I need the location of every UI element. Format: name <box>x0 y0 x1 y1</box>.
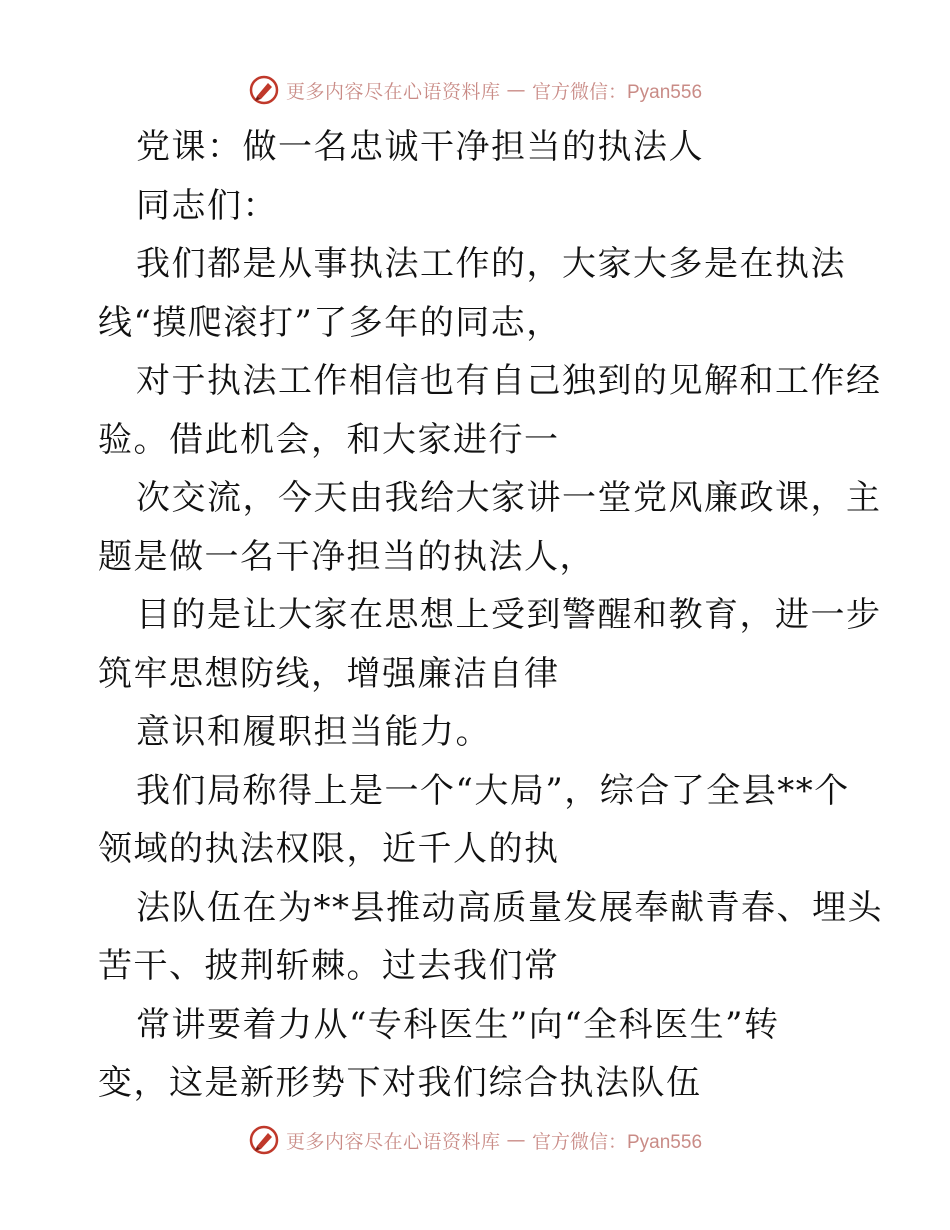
footer-watermark <box>0 1120 950 1160</box>
watermark-dash: — <box>506 1129 526 1151</box>
text-line: 对于执法工作相信也有自己独到的见解和工作经 <box>136 361 882 401</box>
watermark-wechat: 官方微信：Pyan556 <box>532 81 703 103</box>
text-line: 目的是让大家在思想上受到警醒和教育，进一步 <box>136 595 882 635</box>
pen-logo-icon <box>248 74 280 106</box>
document-body <box>98 118 883 1113</box>
text-line: 同志们： <box>136 185 278 226</box>
text-line: 党课：做一名忠诚干净担当的执法人 <box>136 127 704 167</box>
pen-logo-icon <box>248 1124 280 1156</box>
watermark-dash: — <box>506 79 526 101</box>
text-line: 意识和履职担当能力。 <box>136 712 491 752</box>
header-watermark <box>0 70 950 110</box>
watermark-wechat: 官方微信：Pyan556 <box>532 1131 703 1153</box>
text-line: 苦干、披荆斩棘。过去我们常 <box>98 946 560 986</box>
text-line: 领域的执法权限，近千人的执 <box>98 829 560 869</box>
text-line: 法队伍在为**县推动高质量发展奉献青春、埋头 <box>136 887 883 928</box>
text-line: 次交流，今天由我给大家讲一堂党风廉政课，主 <box>136 478 882 518</box>
text-line: 变，这是新形势下对我们综合执法队伍 <box>98 1063 702 1103</box>
watermark-text: 更多内容尽在心语资料库 <box>285 80 501 103</box>
text-line: 常讲要着力从“专科医生”向“全科医生”转 <box>136 1004 780 1045</box>
text-line: 题是做一名干净担当的执法人， <box>98 536 595 577</box>
text-line: 验。借此机会，和大家进行一 <box>98 419 560 460</box>
watermark-text: 更多内容尽在心语资料库 <box>285 1130 501 1153</box>
text-line: 我们都是从事执法工作的，大家大多是在执法 <box>136 244 846 284</box>
text-line: 线“摸爬滚打”了多年的同志， <box>98 302 562 343</box>
text-line: 我们局称得上是一个“大局”，综合了全县**个 <box>136 770 850 811</box>
text-line: 筑牢思想防线，增强廉洁自律 <box>98 653 560 694</box>
